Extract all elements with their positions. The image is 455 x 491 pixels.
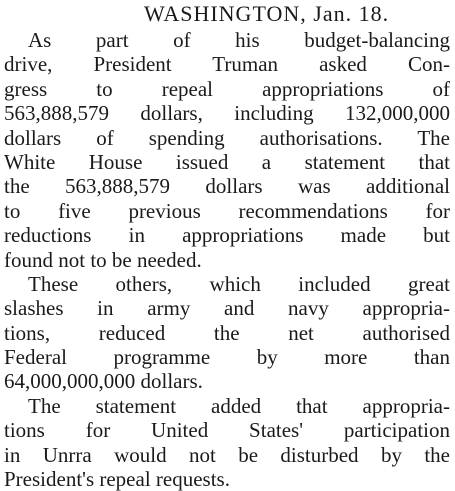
news-article <box>4 0 450 491</box>
paragraph-line: to five previous recommendations for <box>4 198 450 223</box>
paragraph-line: These others, which included great <box>28 271 450 296</box>
paragraph-line: 563,888,579 dollars, including 132,000,000 <box>4 101 450 126</box>
paragraph-line: in Unrra would not be disturbed by the <box>4 442 450 467</box>
paragraph-line: drive, President Truman asked Con- <box>4 52 450 77</box>
paragraph-3 <box>4 394 450 491</box>
paragraph-line: found not to be needed. <box>4 247 202 272</box>
paragraph-line: The statement added that appropria- <box>28 393 450 418</box>
paragraph-line: gress to repeal appropriations of <box>4 76 450 101</box>
paragraph-line: 64,000,000,000 dollars. <box>4 369 203 394</box>
paragraph-line: President's repeal requests. <box>4 467 230 491</box>
paragraph-line: tions, reduced the net authorised <box>4 320 450 345</box>
paragraph-line: White House issued a statement that <box>4 149 450 174</box>
paragraph-line: slashes in army and navy appropria- <box>4 296 450 321</box>
paragraph-line: As part of his budget-balancing <box>28 28 450 52</box>
paragraph-line: reductions in appropriations made but <box>4 223 450 248</box>
paragraph-1 <box>4 28 450 272</box>
paragraph-2 <box>4 272 450 394</box>
paragraph-line: Federal programme by more than <box>4 345 450 370</box>
paragraph-line: the 563,888,579 dollars was additional <box>4 174 450 199</box>
paragraph-line: dollars of spending authorisations. The <box>4 125 450 150</box>
paragraph-line: tions for United States' participation <box>4 418 450 443</box>
dateline: WASHINGTON, Jan. 18. <box>144 1 390 26</box>
